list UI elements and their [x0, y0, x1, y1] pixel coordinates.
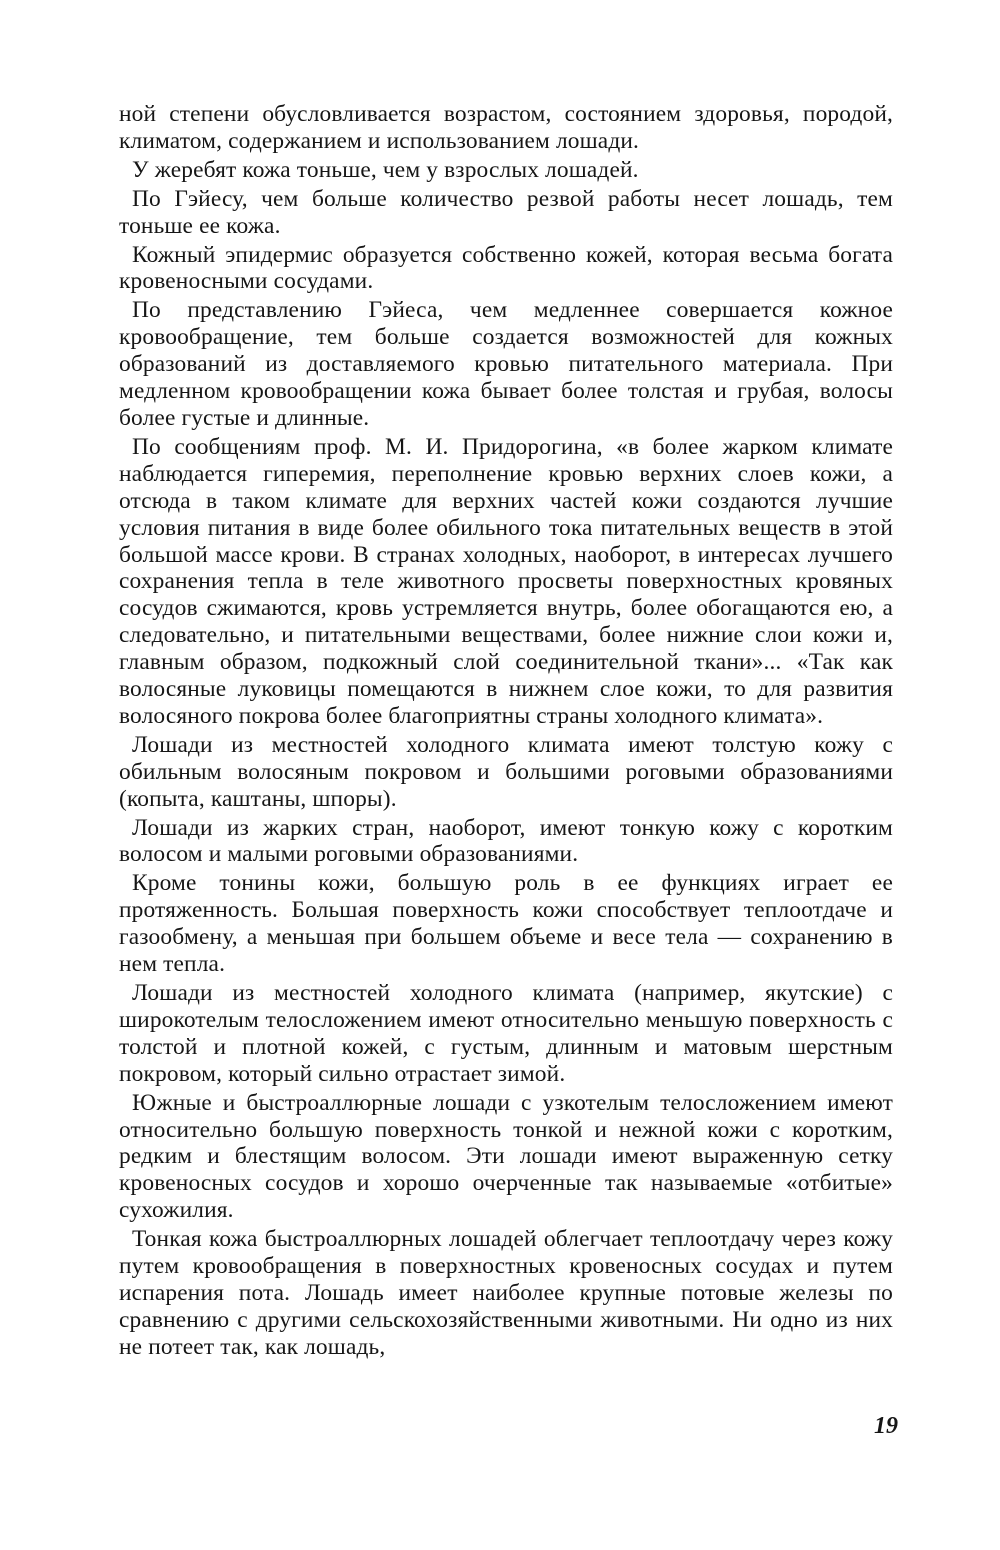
paragraph: Южные и быстроаллюрные лошади с узкотелым телосложением имеют относительно большую поверхность тонкой и нежной кожи с коротким, редким и блестящим волосом. Эти лошади имеют выраженную сетку кровеносных сосудов и хорошо очерченные так называемые «отбитые» сухожилия. [119, 1089, 893, 1224]
paragraph: Лошади из местностей холодного климата имеют толстую кожу с обильным волосяным покровом и большими роговыми образованиями (копыта, каштаны, шпоры). [119, 731, 893, 812]
paragraph: Тонкая кожа быстроаллюрных лошадей облегчает теплоотдачу через кожу путем кровообращения в поверхностных кровеносных сосудах и путем испарения пота. Лошадь имеет наиболее крупные потовые железы по сравнению с другими сельскохозяйственными животными. Ни одно из них не потеет так, как лошадь, [119, 1226, 893, 1360]
paragraph: По Гэйесу, чем больше количество резвой работы несет лошадь, тем тоньше ее кожа. [119, 185, 893, 239]
paragraph: Кожный эпидермис образуется собственно кожей, которая весьма богата кровеносными сосудами. [119, 241, 893, 295]
paragraph: У жеребят кожа тоньше, чем у взрослых лошадей. [132, 156, 639, 183]
paragraph: Кроме тонины кожи, большую роль в ее функциях играет ее протяженность. Большая поверхность кожи способствует теплоотдаче и газообмену, а меньшая при большем объеме и весе тела — сохранению в нем тепла. [119, 870, 893, 978]
paragraph: По сообщениям проф. М. И. Придорогина, «в более жарком климате наблюдается гиперемия, переполнение кровью верхних слоев кожи, а отсюда в таком климате для верхних частей кожи создаются лучшие условия питания в виде более обильного тока питательных веществ в этой большой массе крови. В странах холодных, наоборот, в интересах лучшего сохранения тепла в теле животного просветы поверхностных кровяных сосудов сжимаются, кровь устремляется внутрь, более обогащаются ею, а следовательно, и питательными веществами, более нижние слои кожи и, главным образом, подкожный слой соединительной ткани»... «Так как волосяные луковицы помещаются в нижнем слое кожи, то для развития волосяного покрова более благоприятны страны холодного климата». [119, 433, 893, 729]
paragraph: Лошади из местностей холодного климата (например, якутские) с широкотелым телосложением имеют относительно меньшую поверхность с толстой и плотной кожей, с густым, длинным и матовым шерстным покровом, который сильно отрастает зимой. [119, 980, 893, 1087]
paragraph: Лошади из жарких стран, наоборот, имеют тонкую кожу с коротким волосом и малыми роговыми образованиями. [119, 814, 893, 868]
paragraph: ной степени обусловливается возрастом, состоянием здоровья, породой, климатом, содержанием и использованием лошади. [119, 101, 893, 154]
page-number: 19 [874, 1413, 898, 1439]
body-text [119, 101, 893, 1363]
paragraph: По представлению Гэйеса, чем медленнее совершается кожное кровообращение, тем больше создается возможностей для кожных образований из доставляемого кровью питательного материала. При медленном кровообращении кожа бывает более толстая и грубая, волосы более густые и длинные. [119, 297, 893, 431]
